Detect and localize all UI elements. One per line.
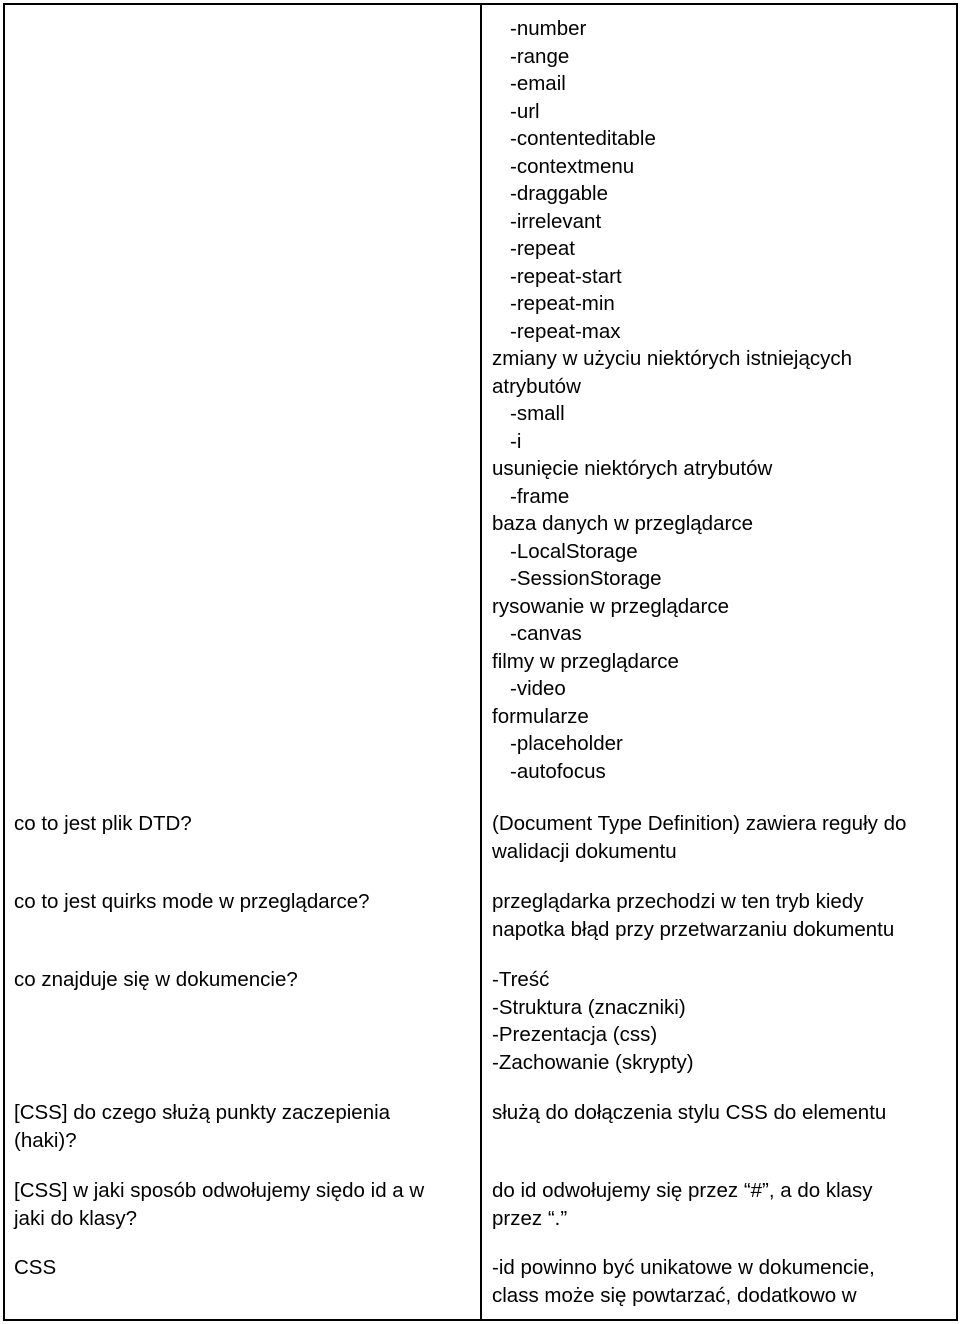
question-line: co znajduje się w dokumencie? [14, 968, 298, 991]
list-item: -i [510, 429, 522, 453]
section-heading: usunięcie niektórych atrybutów [492, 457, 773, 480]
list-item: -repeat [510, 237, 575, 260]
answer-line: napotka błąd przy przetwarzaniu dokumentu [492, 917, 895, 941]
question-line: co to jest quirks mode w przeglądarce? [14, 890, 370, 913]
section-heading: formularze [492, 704, 589, 728]
question-line: [CSS] do czego służą punkty zaczepienia [14, 1101, 391, 1124]
list-item: -irrelevant [510, 209, 602, 233]
list-item: -repeat-max [510, 319, 621, 343]
question-cell [14, 966, 469, 994]
list-item: -range [510, 44, 570, 68]
question-line: (haki)? [14, 1128, 77, 1152]
list-item: -repeat-min [510, 292, 615, 315]
answer-line: (Document Type Definition) zawiera reguły do [492, 812, 907, 835]
list-item: -placeholder [510, 732, 623, 755]
list-item: -contextmenu [510, 154, 635, 178]
list-item: -number [510, 17, 587, 40]
answer-line: przeglądarka przechodzi w ten tryb kiedy [492, 890, 864, 913]
list-item: -email [510, 72, 566, 95]
list-item: -LocalStorage [510, 539, 638, 563]
section-heading: baza danych w przeglądarce [492, 512, 753, 535]
answer-line: -Zachowanie (skrypty) [492, 1050, 694, 1074]
answer-cell [492, 1254, 960, 1309]
table-border-top [3, 3, 958, 5]
question-cell [14, 1254, 469, 1282]
list-item: -url [510, 99, 540, 123]
section-heading: filmy w przeglądarce [492, 649, 679, 673]
answer-line: do id odwołujemy się przez “#”, a do klasy [492, 1179, 873, 1202]
section-heading: atrybutów [492, 374, 581, 398]
answer-cell [492, 966, 960, 1076]
answer-cell [492, 888, 960, 943]
question-line: [CSS] w jaki sposób odwołujemy siędo id a w [14, 1179, 425, 1202]
section-heading: rysowanie w przeglądarce [492, 594, 730, 618]
table-border-left [3, 3, 5, 1321]
answer-line: -id powinno być unikatowe w dokumencie, [492, 1256, 875, 1279]
answer-line: służą do dołączenia stylu CSS do elementu [492, 1101, 887, 1124]
answer-line: walidacji dokumentu [492, 839, 677, 863]
answer-line: class może się powtarzać, dodatkowo w [492, 1283, 857, 1307]
table-border-bottom [3, 1319, 958, 1321]
question-line: jaki do klasy? [14, 1206, 138, 1230]
table-column-divider [480, 3, 482, 1321]
answer-cell [492, 1177, 960, 1232]
list-item: -canvas [510, 622, 582, 645]
list-item: -small [510, 402, 565, 425]
list-item: -contenteditable [510, 127, 656, 150]
answer-cell [492, 810, 960, 865]
question-line: co to jest plik DTD? [14, 812, 192, 835]
answer-line: -Prezentacja (css) [492, 1023, 658, 1046]
list-item: -autofocus [510, 759, 606, 783]
question-cell [14, 810, 469, 838]
list-item: -repeat-start [510, 264, 622, 288]
list-item: -video [510, 677, 566, 700]
question-cell [14, 888, 469, 916]
answer-cell [492, 1099, 960, 1127]
list-item: -SessionStorage [510, 567, 662, 590]
answer-line: przez “.” [492, 1206, 568, 1230]
question-line: CSS [14, 1256, 57, 1279]
list-item: -draggable [510, 182, 609, 205]
section-heading: zmiany w użyciu niektórych istniejących [492, 347, 853, 370]
answer-line: -Treść [492, 968, 550, 991]
answer-line: -Struktura (znaczniki) [492, 995, 686, 1019]
question-cell [14, 1177, 469, 1232]
list-item: -frame [510, 484, 570, 508]
top-right-cell [492, 15, 960, 785]
question-cell [14, 1099, 469, 1154]
